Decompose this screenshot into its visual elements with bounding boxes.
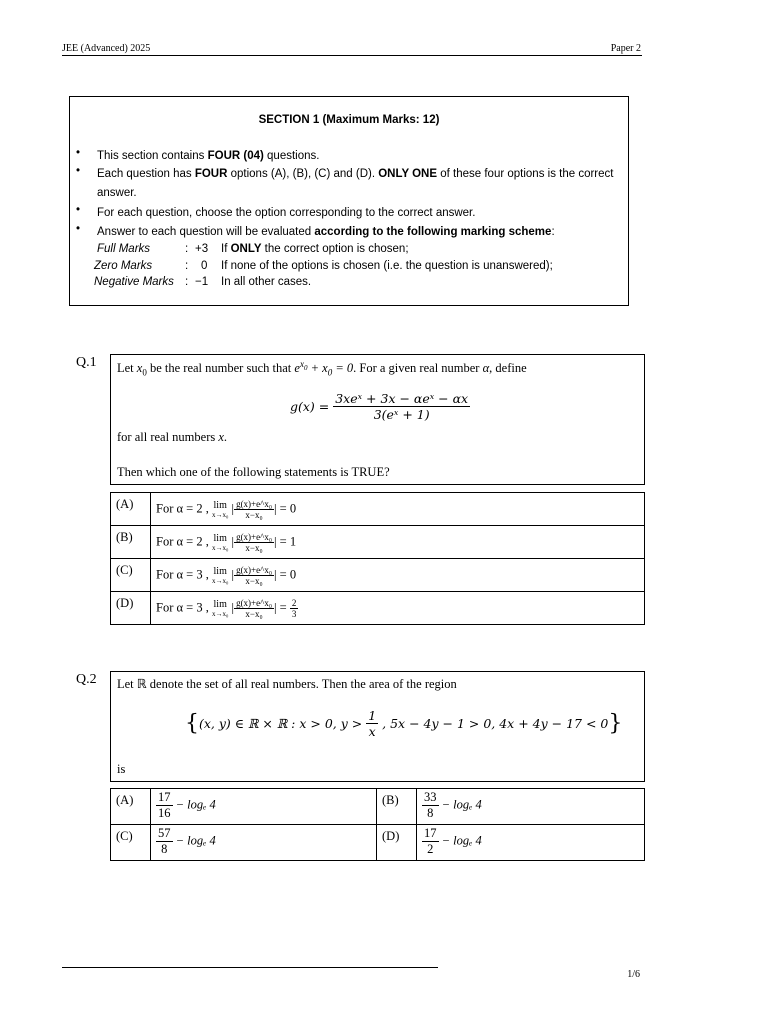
bullet-bold: FOUR (04) [207, 150, 264, 162]
question-stem [110, 671, 645, 782]
option-content: For α = 2 , lim x→x₀ | $\frac{\text{g(x)+e\textasciicircum{}x₀}}{\text{x−x₀}}$ | = 1 [151, 526, 645, 559]
option-label[interactable]: (D) [377, 825, 417, 861]
marking-desc: If [221, 243, 231, 255]
header-rule [62, 55, 642, 56]
stem-line: is [117, 762, 126, 776]
option-label: (A) [111, 493, 151, 526]
footer-rule [62, 967, 438, 968]
header-paper-number: Paper 2 [610, 43, 641, 54]
option-row[interactable] [111, 493, 645, 526]
option-content: $\frac{17}{16}$ − logₑ 4 [151, 789, 377, 825]
marking-zero [94, 260, 617, 276]
marking-colon: : [185, 276, 189, 288]
bullet-text: Each question has [97, 168, 195, 180]
option-content: $\frac{57}{8}$ − logₑ 4 [151, 825, 377, 861]
stem-line: Let $x_0$ be the real number such that $e^{x_0} + x_0 = 0$. For a given real number α, define [117, 359, 527, 378]
stem-line: Let ℝ denote the set of all real numbers. Then the area of the region [117, 677, 457, 691]
marking-negative [94, 276, 617, 292]
marking-bold: ONLY [230, 243, 262, 255]
marking-value: 0 [201, 260, 208, 272]
option-label: (C) [111, 559, 151, 592]
option-label[interactable]: (C) [111, 825, 151, 861]
bullet-icon: • [76, 204, 81, 216]
bullet-bold: ONLY ONE [378, 168, 438, 180]
option-row[interactable] [111, 526, 645, 559]
stem-line: for all real numbers x. [117, 430, 228, 444]
option-row [111, 825, 645, 861]
option-label: (D) [111, 592, 151, 625]
header-exam-name: JEE (Advanced) 2025 [62, 43, 151, 54]
section-title: SECTION 1 (Maximum Marks: 12) [258, 114, 440, 126]
option-row [111, 789, 645, 825]
bullet-bold: FOUR [194, 168, 228, 180]
marking-value: −1 [195, 276, 209, 288]
bullet-text: Answer to each question will be evaluated [97, 226, 315, 238]
marking-desc: the correct option is chosen; [261, 243, 409, 255]
marking-label: Zero Marks [94, 260, 153, 272]
option-label: (B) [111, 526, 151, 559]
marking-label: Full Marks [97, 243, 151, 255]
option-label[interactable]: (B) [377, 789, 417, 825]
option-content: $\frac{33}{8}$ − logₑ 4 [417, 789, 645, 825]
marking-label: Negative Marks [94, 276, 174, 288]
page-number: 1/6 [627, 969, 640, 980]
region-set: {(x, y) ∈ ℝ × ℝ : x > 0, y > $\frac{1}{x}$ , 5x − 4y − 1 > 0, 4x + 4y − 17 < 0} [185, 708, 623, 739]
bullet-icon: • [76, 165, 81, 177]
bullet-text: : [551, 226, 555, 238]
marking-colon: : [185, 243, 189, 255]
section-instructions [69, 96, 629, 306]
marking-desc: In all other cases. [221, 276, 312, 288]
bullet-text: For each question, choose the option corresponding to the correct answer. [97, 207, 476, 219]
option-row[interactable] [111, 559, 645, 592]
bullet-text: options (A), (B), (C) and (D). [227, 168, 379, 180]
option-content: For α = 3 , lim x→x₀ | $\frac{\text{g(x)+e\textasciicircum{}x₀}}{\text{x−x₀}}$ | = $\frac{2}{3}$ [151, 592, 645, 625]
bullet-bold: according to the following marking scheme [314, 226, 552, 238]
option-content: For α = 2 , lim x→x₀ | $\frac{\text{g(x)+e\textasciicircum{}x₀}}{\text{x−x₀}}$ | = 0 [151, 493, 645, 526]
options-table [110, 788, 645, 861]
option-content: For α = 3 , lim x→x₀ | $\frac{\text{g(x)+e\textasciicircum{}x₀}}{\text{x−x₀}}$ | = 0 [151, 559, 645, 592]
question-number: Q.1 [76, 355, 97, 370]
bullet-icon: • [76, 223, 81, 235]
marking-desc: If none of the options is chosen (i.e. the question is unanswered); [221, 260, 553, 272]
marking-value: +3 [195, 243, 209, 255]
stem-line: Then which one of the following statements is TRUE? [117, 465, 390, 479]
marking-colon: : [185, 260, 189, 272]
bullet-text: questions. [263, 150, 320, 162]
question-stem [110, 354, 645, 485]
options-table [110, 492, 645, 625]
option-row[interactable] [111, 592, 645, 625]
bullet-icon: • [76, 147, 81, 159]
bullet-text: This section contains [97, 150, 208, 162]
marking-full [97, 243, 617, 259]
g-definition: g(x) = $\frac{\text{3xeˣ + 3x − αeˣ − αx}}{\text{3(eˣ + 1)}}$ [290, 391, 469, 422]
option-content: $\frac{17}{2}$ − logₑ 4 [417, 825, 645, 861]
question-number: Q.2 [76, 672, 97, 687]
option-label[interactable]: (A) [111, 789, 151, 825]
bullet-text: of these four options is the correct answer. [97, 168, 614, 199]
